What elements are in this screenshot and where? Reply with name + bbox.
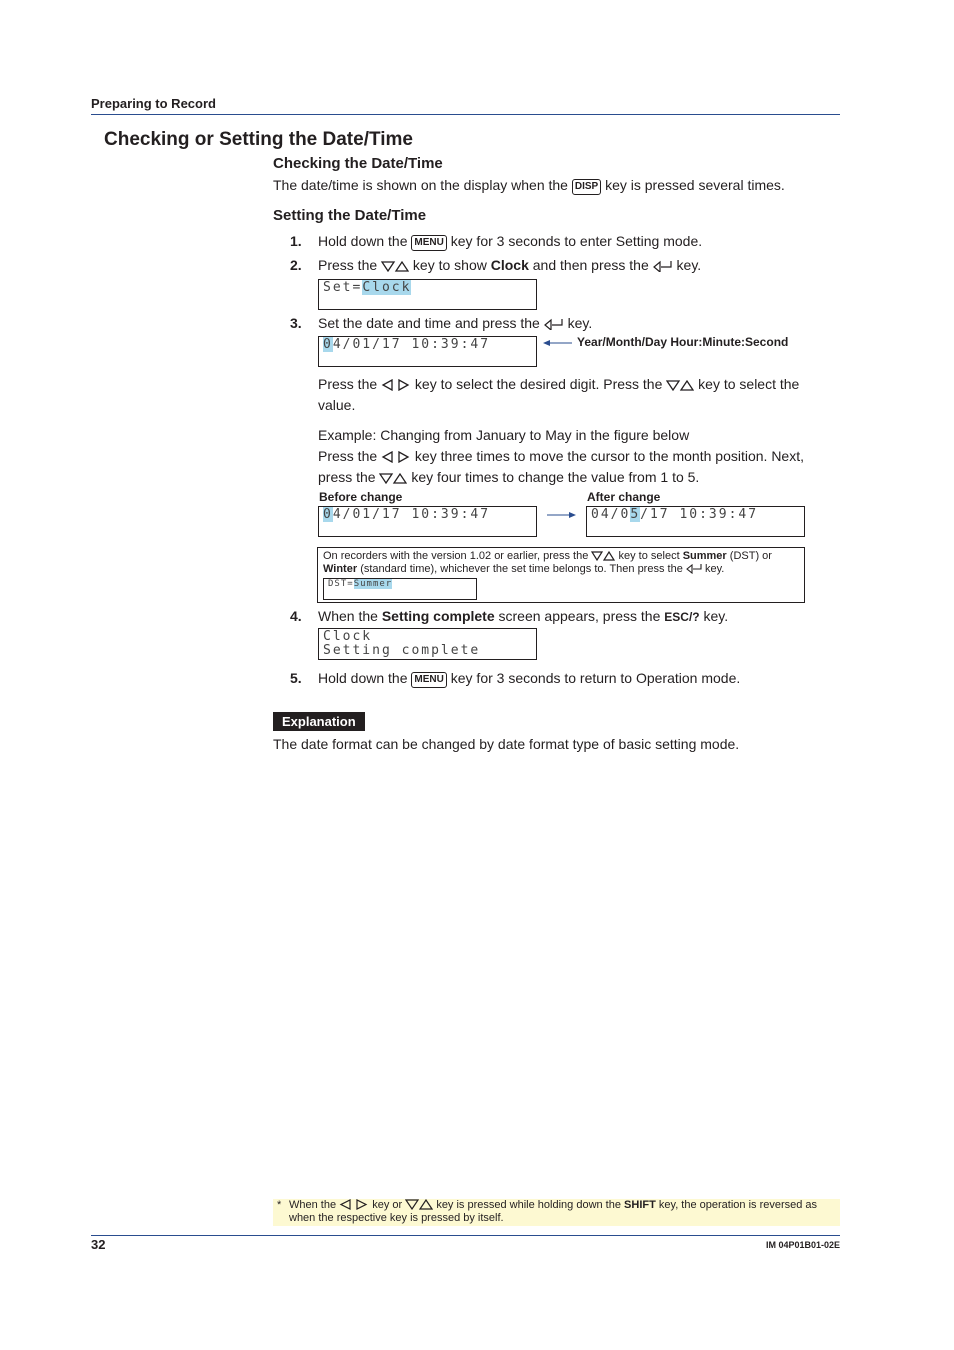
lcd-before: 04/01/17 10:39:47 bbox=[318, 506, 537, 537]
page-title: Checking or Setting the Date/Time bbox=[104, 129, 413, 150]
step-number: 1. bbox=[290, 233, 302, 249]
lcd-dst: DST=Summer bbox=[323, 578, 477, 600]
step-number: 2. bbox=[290, 257, 302, 273]
lcd-after: 04/05/17 10:39:47 bbox=[586, 506, 805, 537]
footnote-star: * bbox=[277, 1199, 282, 1211]
down-up-arrow-icon bbox=[405, 1199, 433, 1210]
down-up-arrow-icon bbox=[381, 260, 409, 272]
before-change-label: Before change bbox=[319, 490, 403, 504]
after-change-label: After change bbox=[587, 490, 661, 504]
annotation-arrow-icon bbox=[542, 338, 574, 348]
menu-key-icon: MENU bbox=[411, 235, 446, 251]
version-note-text: On recorders with the version 1.02 or earlier, press the key to select Summer (DST) or Winter (standard time), whichever the set time belongs to. Then press the key. bbox=[323, 550, 772, 575]
left-right-arrow-icon bbox=[339, 1199, 369, 1210]
enter-key-icon bbox=[686, 564, 702, 574]
explanation-label: Explanation bbox=[273, 712, 365, 731]
esc-key-icon: ESC/? bbox=[664, 610, 700, 624]
setting-heading: Setting the Date/Time bbox=[273, 207, 427, 224]
page-number: 32 bbox=[91, 1237, 106, 1252]
step2-text: Press the key to show Clock and then press the key. bbox=[318, 257, 702, 273]
checking-text: The date/time is shown on the display when the DISP key is pressed several times. bbox=[273, 177, 785, 193]
running-header: Preparing to Record bbox=[91, 96, 216, 111]
version-note bbox=[317, 547, 805, 603]
footer-rule bbox=[91, 1235, 840, 1236]
digit-select-text: Press the key to select the desired digit. Press the key to select the value. bbox=[318, 376, 800, 413]
explanation-text: The date format can be changed by date format type of basic setting mode. bbox=[273, 736, 740, 752]
step3-text: Set the date and time and press the key. bbox=[318, 315, 593, 331]
step-number: 4. bbox=[290, 608, 302, 624]
enter-key-icon bbox=[544, 318, 564, 330]
lcd-set-clock: Set=Clock bbox=[318, 279, 537, 310]
lcd-setting-complete: Clock Setting complete bbox=[318, 628, 537, 660]
step4-text: When the Setting complete screen appears, press the ESC/? key. bbox=[318, 608, 729, 624]
change-arrow-icon bbox=[545, 510, 577, 520]
datetime-annotation: Year/Month/Day Hour:Minute:Second bbox=[577, 335, 789, 349]
left-right-arrow-icon bbox=[381, 451, 411, 463]
lcd-datetime: 04/01/17 10:39:47 bbox=[318, 336, 537, 367]
menu-key-icon: MENU bbox=[411, 672, 446, 688]
enter-key-icon bbox=[653, 260, 673, 272]
left-right-arrow-icon bbox=[381, 379, 411, 391]
down-up-arrow-icon bbox=[591, 551, 615, 561]
example-text: Example: Changing from January to May in the figure below Press the key three times to move the cursor to the month position. Next, press the key four times to change the value from 1 to 5. bbox=[318, 427, 804, 485]
step-number: 5. bbox=[290, 670, 302, 686]
down-up-arrow-icon bbox=[379, 472, 407, 484]
step-number: 3. bbox=[290, 315, 302, 331]
disp-key-icon: DISP bbox=[572, 179, 601, 195]
step5-text: Hold down the MENU key for 3 seconds to return to Operation mode. bbox=[318, 670, 741, 686]
step1-text: Hold down the MENU key for 3 seconds to enter Setting mode. bbox=[318, 233, 703, 249]
document-id: IM 04P01B01-02E bbox=[765, 1240, 840, 1250]
footnote: * When the key or key is pressed while holding down the SHIFT key, the operation is reversed as when the respective key is pressed by itself. bbox=[273, 1199, 840, 1226]
down-up-arrow-icon bbox=[666, 379, 694, 391]
checking-heading: Checking the Date/Time bbox=[273, 155, 443, 172]
header-rule bbox=[91, 114, 840, 115]
